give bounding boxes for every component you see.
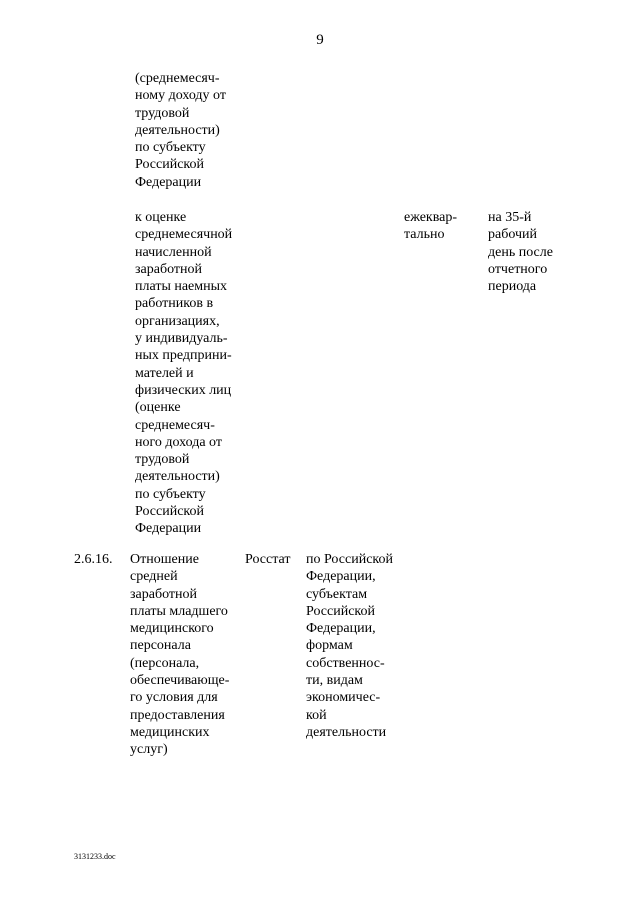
indicator-continuation-text: (среднемесяч- ному доходу от трудовой деятельности) по субъекту Российской Федерации	[135, 71, 226, 190]
indicator-text: к оценке среднемесячной начисленной заработной платы наемных работников в организациях, у индивидуаль- ных предприни- мателей и физических лиц (оценке среднемесяч- ного дохода от трудовой деятельности) по субъекту Российской Федерации	[135, 210, 233, 537]
breakdown-text: по Российской Федерации, субъектам Российской Федерации, формам собственнос- ти, видам экономичес- кой деятельности	[306, 552, 393, 740]
agency-text: Росстат	[245, 552, 291, 567]
page-number: 9	[316, 32, 324, 48]
deadline-text: на 35-й рабочий день после отчетного периода	[488, 210, 553, 295]
periodicity-text: ежеквар- тально	[404, 210, 458, 243]
document-id-footer: 3131233.doc	[74, 852, 116, 861]
row-number: 2.6.16.	[74, 552, 113, 567]
indicator-text: Отношение средней заработной платы младшего медицинского персонала (персонала, обеспечивающе- го условия для предоставления медицинских услуг)	[130, 552, 230, 758]
